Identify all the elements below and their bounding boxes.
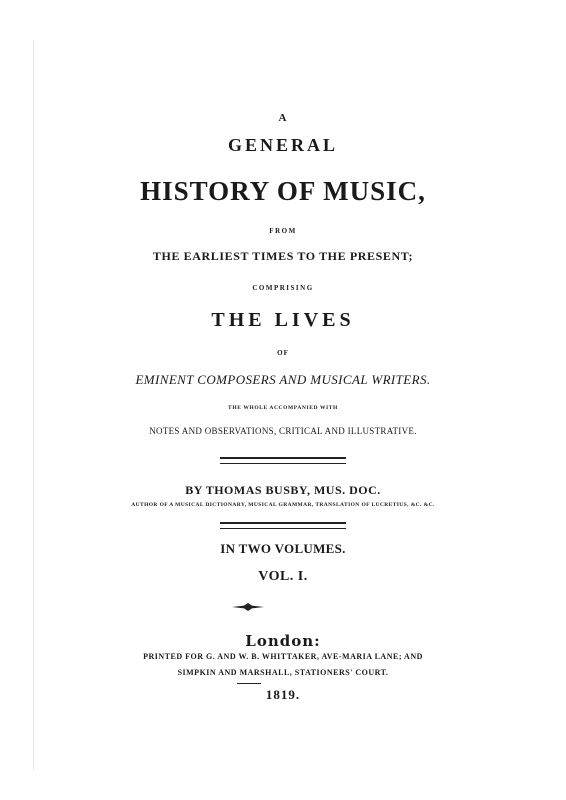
title-history-of-music: HISTORY OF MUSIC, xyxy=(140,176,426,206)
short-rule xyxy=(237,683,261,684)
article-a: A xyxy=(278,112,288,124)
volume-number: VOL. I. xyxy=(258,569,308,584)
author-credits: AUTHOR OF A MUSICAL DICTIONARY, MUSICAL GRAMMAR, TRANSLATION OF LUCRETIUS, &C. &C. xyxy=(131,502,435,508)
author-line: BY THOMAS BUSBY, MUS. DOC. xyxy=(185,483,381,497)
subtitle-eminent-composers: EMINENT COMPOSERS AND MUSICAL WRITERS. xyxy=(135,372,431,387)
word-of: OF xyxy=(277,349,289,357)
subtitle-earliest-times: THE EARLIEST TIMES TO THE PRESENT; xyxy=(152,249,414,263)
word-comprising: COMPRISING xyxy=(252,284,314,292)
imprint-city: London: xyxy=(245,632,321,650)
volumes-line: IN TWO VOLUMES. xyxy=(220,541,346,556)
title-the-lives: THE LIVES xyxy=(211,309,355,331)
imprint-printer-line-1: PRINTED FOR G. AND W. B. WHITTAKER, AVE-MARIA LANE; AND xyxy=(143,652,423,661)
word-from: FROM xyxy=(269,227,297,235)
ornament-icon xyxy=(232,603,264,611)
text-whole-accompanied: THE WHOLE ACCOMPANIED WITH xyxy=(228,405,338,411)
double-rule-top xyxy=(220,457,346,464)
imprint-printer-line-2: SIMPKIN AND MARSHALL, STATIONERS' COURT. xyxy=(177,668,389,677)
imprint-year: 1819. xyxy=(265,687,301,702)
title-general: GENERAL xyxy=(227,135,338,155)
text-notes-observations: NOTES AND OBSERVATIONS, CRITICAL AND ILLUSTRATIVE. xyxy=(149,426,417,436)
double-rule-bottom xyxy=(220,522,346,529)
